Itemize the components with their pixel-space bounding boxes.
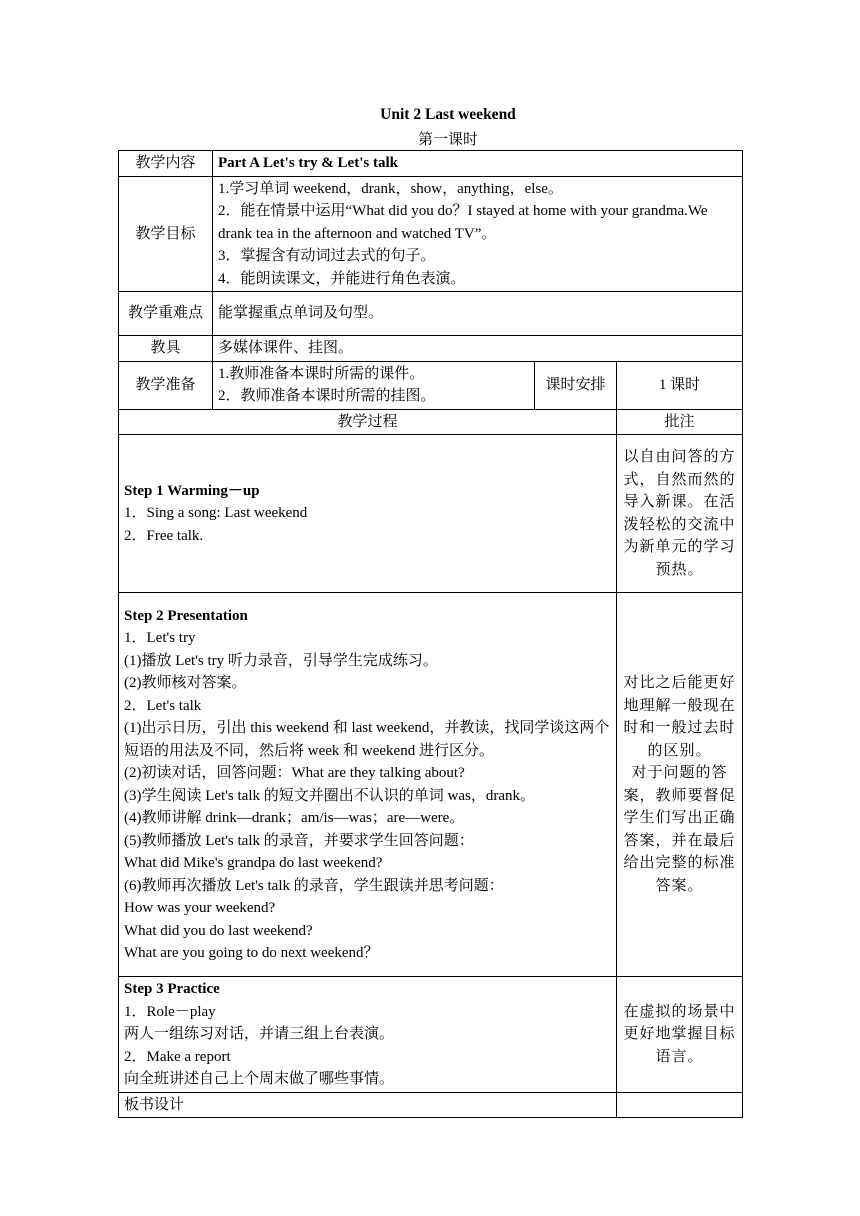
step2-line: How was your weekend? <box>124 900 276 916</box>
step3-line: 2．Make a report <box>124 1048 231 1065</box>
key-value: 能掌握重点单词及句型。 <box>213 292 743 336</box>
prep-item: 2．教师准备本课时所需的挂图。 <box>218 388 436 404</box>
prep-cell <box>213 361 535 409</box>
board-remark <box>617 1092 743 1118</box>
hours-label: 课时安排 <box>535 361 617 409</box>
step3-cell <box>119 977 617 1093</box>
board-label: 板书设计 <box>119 1092 617 1118</box>
step2-line: (2)教师核对答案。 <box>124 675 247 691</box>
step1-line: 2．Free talk. <box>124 527 204 544</box>
hours-value: 1 课时 <box>617 361 743 409</box>
step3-line: 两人一组练习对话，并请三组上台表演。 <box>124 1026 395 1042</box>
goal-item: 4．能朗读课文，并能进行角色表演。 <box>218 270 466 287</box>
step2-title: Step 2 Presentation <box>124 607 248 624</box>
tools-label: 教具 <box>119 336 213 362</box>
content-label: 教学内容 <box>119 151 213 177</box>
process-label: 教学过程 <box>119 409 617 435</box>
remark-label: 批注 <box>617 409 743 435</box>
step2-line: (3)学生阅读 Let's talk 的短文并圈出不认识的单词 was，drank。 <box>124 787 535 804</box>
document-subtitle: 第一课时 <box>417 132 478 148</box>
step2-line: What are you going to do next weekend？ <box>124 945 379 961</box>
step2-line: (5)教师播放 Let's talk 的录音，并要求学生回答问题： <box>124 832 474 849</box>
step2-line: (1)出示日历，引出 this weekend 和 last weekend，并教读，找同学谈这两个短语的用法及不同，然后将 week 和 weekend 进行区分。 <box>124 720 610 759</box>
goals-label: 教学目标 <box>119 176 213 292</box>
step2-line: 1．Let's try <box>124 630 196 646</box>
step1-title: Step 1 Warming－up <box>124 482 260 499</box>
goal-item: 1.学习单词 weekend，drank，show，anything，else。 <box>218 180 563 197</box>
document-title: Unit 2 Last weekend <box>380 106 516 123</box>
content-value: Part A Let's try & Let's talk <box>213 151 743 177</box>
step3-title: Step 3 Practice <box>124 981 220 997</box>
step2-line: What did Mike's grandpa do last weekend? <box>124 855 383 871</box>
step1-note: 以自由问答的方式，自然而然的导入新课。在活泼轻松的交流中为新单元的学习预热。 <box>617 435 743 593</box>
step1-line: 1．Sing a song: Last weekend <box>124 505 308 522</box>
goal-item: 3．掌握含有动词过去式的句子。 <box>218 248 436 264</box>
prep-item: 1.教师准备本课时所需的课件。 <box>218 365 425 382</box>
lesson-plan-table <box>118 150 743 1118</box>
goal-item: 2．能在情景中运用“What did you do？I stayed at home with your grandma.We drank tea in the afternoon and watched TV”。 <box>218 203 708 242</box>
key-label: 教学重难点 <box>119 292 213 336</box>
step3-line: 向全班讲述自己上个周末做了哪些事情。 <box>124 1071 395 1087</box>
step2-line: (6)教师再次播放 Let's talk 的录音，学生跟读并思考问题： <box>124 877 504 894</box>
step3-note: 在虚拟的场景中更好地掌握目标语言。 <box>617 977 743 1093</box>
step3-line: 1．Role－play <box>124 1003 216 1020</box>
step2-notes <box>617 593 743 977</box>
step1-cell <box>119 435 617 593</box>
step2-line: 2．Let's talk <box>124 697 202 714</box>
step2-line: (2)初读对话，回答问题：What are they talking about? <box>124 765 465 781</box>
step2-cell <box>119 593 617 977</box>
goals-cell <box>213 176 743 292</box>
tools-value: 多媒体课件、挂图。 <box>213 336 743 362</box>
step2-line: What did you do last weekend? <box>124 922 313 939</box>
step2-note: 对比之后能更好地理解一般现在时和一般过去时的区别。 <box>623 675 736 759</box>
step2-note: 对于问题的答案，教师要督促学生们写出正确答案，并在最后给出完整的标准答案。 <box>623 765 736 894</box>
step2-line: (4)教师讲解 drink—drank；am/is—was；are—were。 <box>124 810 465 826</box>
prep-label: 教学准备 <box>119 361 213 409</box>
step2-line: (1)播放 Let's try 听力录音，引导学生完成练习。 <box>124 652 438 669</box>
